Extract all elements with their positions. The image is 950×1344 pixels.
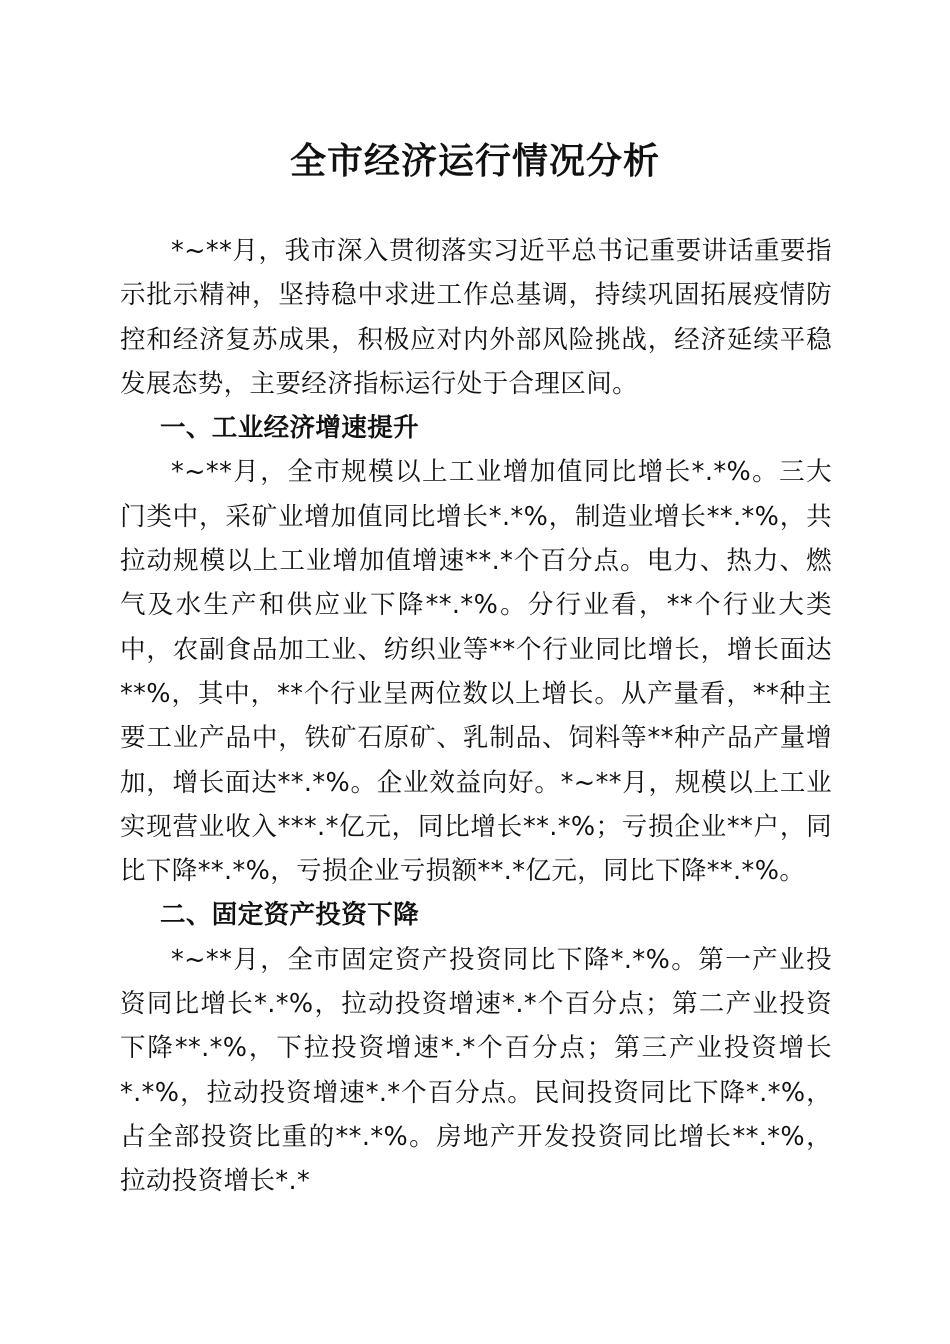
intro-paragraph: *~**月，我市深入贯彻落实习近平总书记重要讲话重要指示批示精神，坚持稳中求进工作总基调，持续巩固拓展疫情防控和经济复苏成果，积极应对内外部风险挑战，经济延续平稳发展态势，主要经济指标运行处于合理区间。 (120, 236, 832, 399)
section-heading-investment: 二、固定资产投资下降 (160, 900, 420, 931)
section-heading-industry: 一、工业经济增速提升 (160, 413, 420, 444)
section-paragraph-investment: *~**月，全市固定资产投资同比下降*.*%。第一产业投资同比增长*.*%，拉动投资增速*.*个百分点；第二产业投资下降**.*%，下拉投资增速*.*个百分点；第三产业投资增长*.*%，拉动投资增速*.*个百分点。民间投资同比下降*.*%，占全部投资比重的**.*%。房地产开发投资同比增长**.*%，拉动投资增长*.* (120, 944, 833, 1197)
section-paragraph-industry: *~**月，全市规模以上工业增加值同比增长*.*%。三大门类中，采矿业增加值同比增长*.*%，制造业增长**.*%，共拉动规模以上工业增加值增速**.*个百分点。电力、热力、燃气及水生产和供应业下降**.*%。分行业看，**个行业大类中，农副食品加工业、纺织业等**个行业同比增长，增长面达**%，其中，**个行业呈两位数以上增长。从产量看，**种主要工业产品中，铁矿石原矿、乳制品、饲料等**种产品产量增加，增长面达**.*%。企业效益向好。*~**月，规模以上工业实现营业收入***.*亿元，同比增长**.*%；亏损企业**户，同比下降**.*%，亏损企业亏损额**.*亿元，同比下降**.*%。 (120, 457, 832, 887)
document-title: 全市经济运行情况分析 (289, 140, 660, 182)
document-body (120, 229, 832, 1204)
